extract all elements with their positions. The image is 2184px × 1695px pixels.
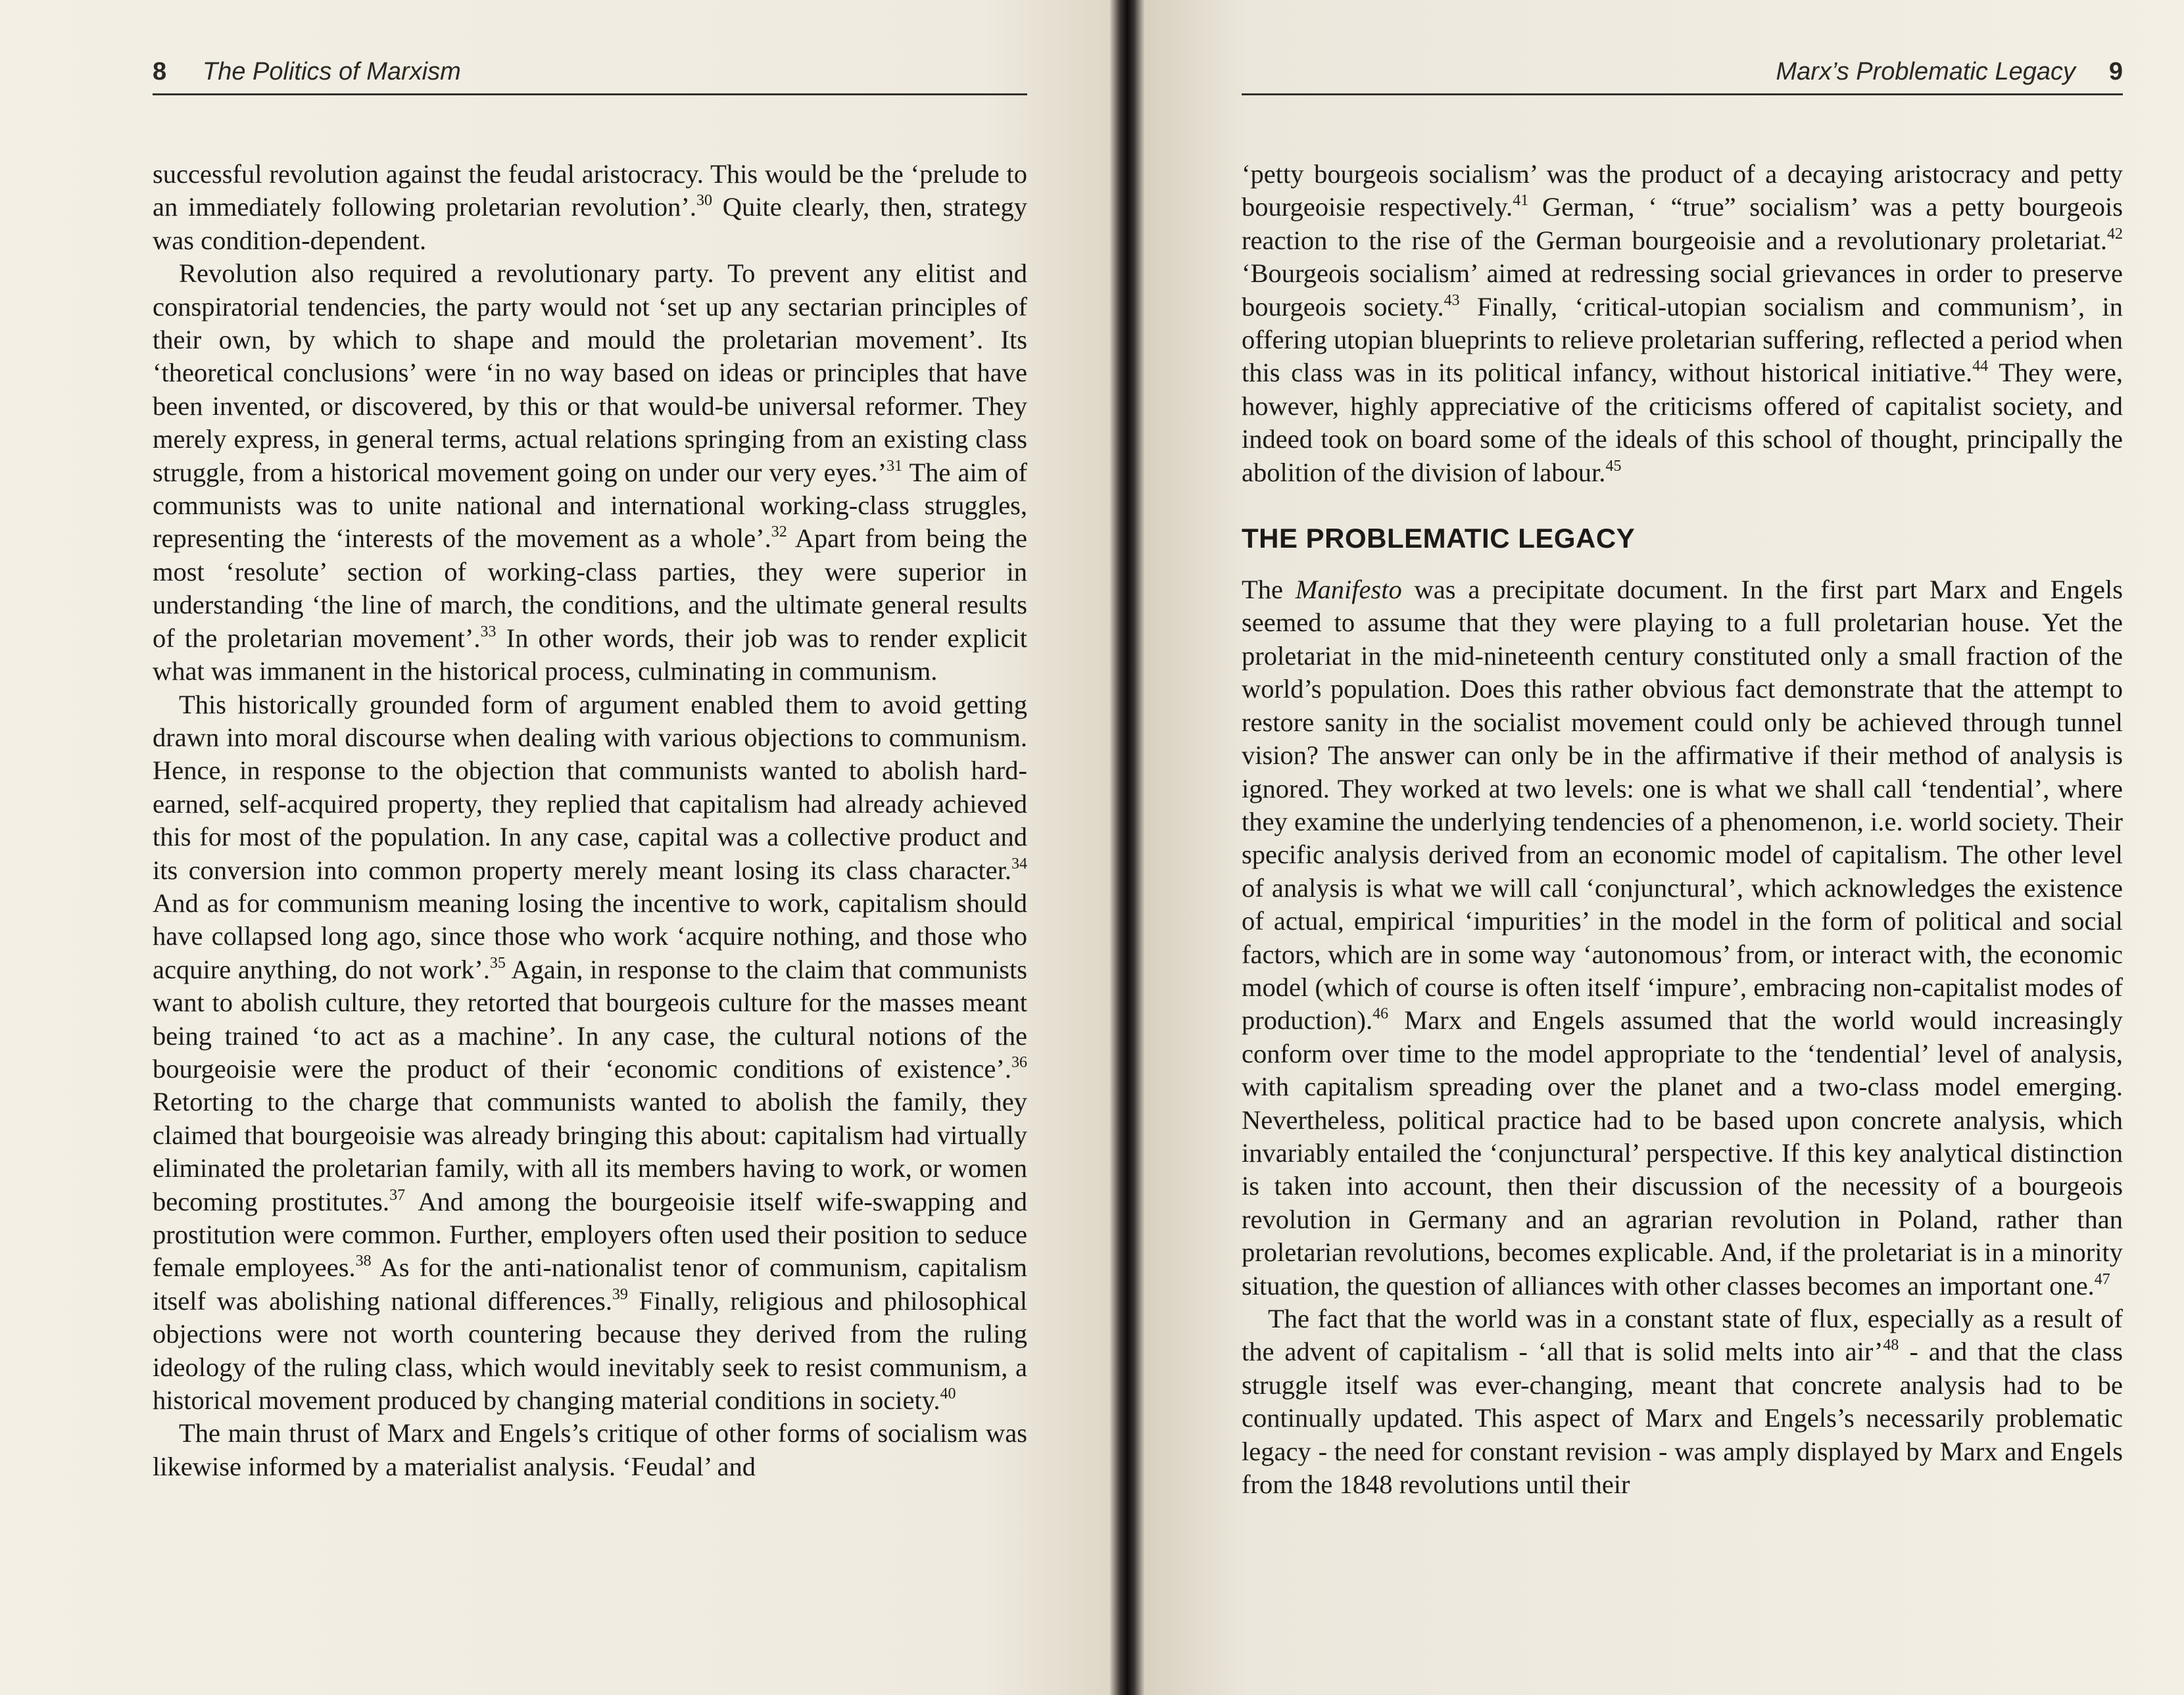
text-run: - and that the class struggle itself was ever-changing, meant that concrete analysis had to be continually updated. This aspect of Marx and Engels’s necessarily problematic legacy - the need for constant revision - was amply displayed by Marx and Engels from the 1848 revolutions until their bbox=[1242, 1337, 2123, 1500]
text-run: In other words, their job was to render explicit what was immanent in the historical process, culminating in communism. bbox=[153, 623, 1027, 686]
text-run: And as for communism meaning losing the incentive to work, capitalism should have collapsed long ago, since those who work ‘acquire nothing, and those who acquire anything, do not work’. bbox=[153, 888, 1027, 984]
footnote-ref: 42 bbox=[2107, 225, 2123, 243]
text-run: Quite clearly, then, strategy was condition-dependent. bbox=[153, 192, 1027, 255]
footnote-ref: 30 bbox=[696, 192, 712, 210]
text-run: successful revolution against the feudal aristocracy. This would be the ‘prelude to an immediately following proletarian revolution’. bbox=[153, 159, 1027, 222]
section-heading: THE PROBLEMATIC LEGACY bbox=[1242, 523, 1636, 554]
footnote-ref: 48 bbox=[1883, 1337, 1899, 1354]
right-page-number: 9 bbox=[2108, 58, 2123, 85]
text-run: ‘Bourgeois socialism’ aimed at redressing social grievances in order to preserve bourgeois society. bbox=[1242, 258, 2123, 322]
footnote-ref: 40 bbox=[940, 1385, 956, 1403]
left-body-text bbox=[153, 158, 1027, 1483]
text-run: The fact that the world was in a constant state of flux, especially as a result of the advent of capitalism - ‘all that is solid melts into air’ bbox=[1242, 1304, 2123, 1367]
text-run: was a precipitate document. In the first part Marx and Engels seemed to assume that they were playing to a full proletarian house. Yet the proletariat in the mid-nineteenth century constituted only a small fraction of the world’s population. Does this rather obvious fact demonstrate that the attempt to restore sanity in the socialist movement could only be achieved through tunnel vision? The answer can only be in the affirmative if their method of analysis is ignored. They worked at two levels: one is what we shall call ‘tendential’, where they examine the underlying tendencies of a phenomenon, i.e. world society. Their specific analysis derived from an economic model of capitalism. The other level of analysis is what we will call ‘conjunctural’, which acknowledges the existence of actual, empirical ‘impurities’ in the model in the form of political and social factors, which are in some way ‘autonomous’ from, or interact with, the economic model (which of course is often itself ‘impure’, embracing non-capitalist modes of production). bbox=[1242, 575, 2123, 1036]
footnote-ref: 43 bbox=[1444, 291, 1460, 309]
text-run: Retorting to the charge that communists wanted to abolish the family, they claimed that bourgeoisie was already bringing this about: capitalism had virtually eliminated the proletarian family, with all its members having to work, or women becoming prostitutes. bbox=[153, 1087, 1027, 1216]
footnote-ref: 39 bbox=[612, 1285, 628, 1303]
footnote-ref: 35 bbox=[489, 954, 506, 972]
footnote-ref: 33 bbox=[480, 623, 497, 640]
left-page-number: 8 bbox=[153, 58, 167, 85]
footnote-ref: 46 bbox=[1372, 1005, 1389, 1023]
body-paragraph bbox=[1242, 573, 2123, 1302]
body-paragraph bbox=[153, 158, 1027, 257]
text-run: They were, however, highly appreciative of the criticisms offered of capitalist society, and indeed took on board some of the ideals of this school of thought, principally the abolition of the division of labour. bbox=[1242, 358, 2123, 487]
left-running-title: The Politics of Marxism bbox=[203, 58, 461, 85]
text-run: And among the bourgeoisie itself wife-swapping and prostitution were common. Further, employers often used their position to seduce female employees. bbox=[153, 1186, 1027, 1283]
body-paragraph bbox=[153, 257, 1027, 688]
italic-title: Manifesto bbox=[1295, 575, 1402, 605]
footnote-ref: 36 bbox=[1011, 1053, 1027, 1071]
right-page bbox=[1144, 0, 2184, 1695]
body-paragraph bbox=[153, 1417, 1027, 1483]
left-running-head bbox=[153, 58, 1027, 95]
book-gutter bbox=[1110, 0, 1144, 1695]
right-running-head bbox=[1242, 58, 2123, 95]
text-run: Marx and Engels assumed that the world would increasingly conform over time to the model appropriate to the ‘tendential’ level of analysis, with capitalism spreading over the planet and a two-class model emerging. Nevertheless, political practice had to be based upon concrete analysis, which invariably entailed the ‘conjunctural’ perspective. If this key analytical distinction is taken into account, then their discussion of the necessity of a bourgeois revolution in Germany and an agrarian revolution in Poland, rather than proletarian revolutions, becomes explicable. And, if the proletariat is in a minority situation, the question of alliances with other classes becomes an important one. bbox=[1242, 1005, 2123, 1301]
text-run: ‘petty bourgeois socialism’ was the product of a decaying aristocracy and petty bourgeoisie respectively. bbox=[1242, 159, 2123, 222]
footnote-ref: 45 bbox=[1605, 457, 1622, 475]
text-run: German, ‘ “true” socialism’ was a petty bourgeois reaction to the rise of the German bourgeoisie and a revolutionary proletariat. bbox=[1242, 192, 2123, 255]
text-run: As for the anti-nationalist tenor of communism, capitalism itself was abolishing national differences. bbox=[153, 1253, 1027, 1316]
right-header-rule bbox=[1242, 93, 2123, 95]
footnote-ref: 32 bbox=[771, 523, 787, 541]
footnote-ref: 44 bbox=[1972, 358, 1989, 375]
text-run: The main thrust of Marx and Engels’s critique of other forms of socialism was likewise informed by a materialist analysis. ‘Feudal’ and bbox=[153, 1418, 1027, 1481]
left-header-rule bbox=[153, 93, 1027, 95]
footnote-ref: 38 bbox=[355, 1253, 372, 1270]
text-run: The aim of communists was to unite national and international working-class struggles, representing the ‘interests of the movement as a whole’. bbox=[153, 457, 1028, 554]
text-run: Apart from being the most ‘resolute’ section of working-class parties, they were superior in understanding ‘the line of march, the conditions, and the ultimate general results of the proletarian movement’. bbox=[153, 523, 1027, 653]
text-run: The bbox=[1242, 575, 1296, 605]
body-paragraph bbox=[153, 688, 1027, 1418]
text-run: Finally, ‘critical-utopian socialism and communism’, in offering utopian blueprints to relieve proletarian suffering, reflected a period when this class was in its political infancy, without historical initiative. bbox=[1242, 291, 2123, 388]
text-run: Finally, religious and philosophical objections were not worth countering because they derived from the ruling ideology of the ruling class, which would inevitably seek to resist communism, a historical movement produced by changing material conditions in society. bbox=[153, 1285, 1027, 1416]
right-running-title: Marx’s Problematic Legacy bbox=[1776, 58, 2075, 85]
footnote-ref: 47 bbox=[2094, 1270, 2110, 1288]
text-run: Revolution also required a revolutionary party. To prevent any elitist and conspiratorial tendencies, the party would not ‘set up any sectarian principles of their own, by which to shape and mould the proletarian movement’. Its ‘theoretical conclusions’ were ‘in no way based on ideas or principles that have been invented, or discovered, by this or that would-be universal reformer. They merely express, in general terms, actual relations springing from an existing class struggle, from a historical movement going on under our very eyes.’ bbox=[153, 258, 1027, 487]
text-run: Again, in response to the claim that communists want to abolish culture, they retorted that bourgeois culture for the masses meant being trained ‘to act as a machine’. In any case, the cultural notions of the bourgeoisie were the product of their ‘economic conditions of existence’. bbox=[153, 954, 1027, 1084]
footnote-ref: 31 bbox=[886, 457, 903, 475]
body-paragraph bbox=[1242, 1302, 2123, 1501]
body-paragraph bbox=[1242, 158, 2123, 489]
text-run: This historically grounded form of argument enabled them to avoid getting drawn into moral discourse when dealing with various objections to communism. Hence, in response to the objection that communists wanted to abolish hard-earned, self-acquired property, they replied that capitalism had already achieved this for most of the population. In any case, capital was a collective product and its conversion into common property merely meant losing its class character. bbox=[153, 689, 1027, 885]
footnote-ref: 34 bbox=[1011, 855, 1027, 872]
footnote-ref: 37 bbox=[389, 1186, 406, 1204]
right-body-text bbox=[1242, 158, 2123, 1501]
footnote-ref: 41 bbox=[1513, 192, 1529, 210]
